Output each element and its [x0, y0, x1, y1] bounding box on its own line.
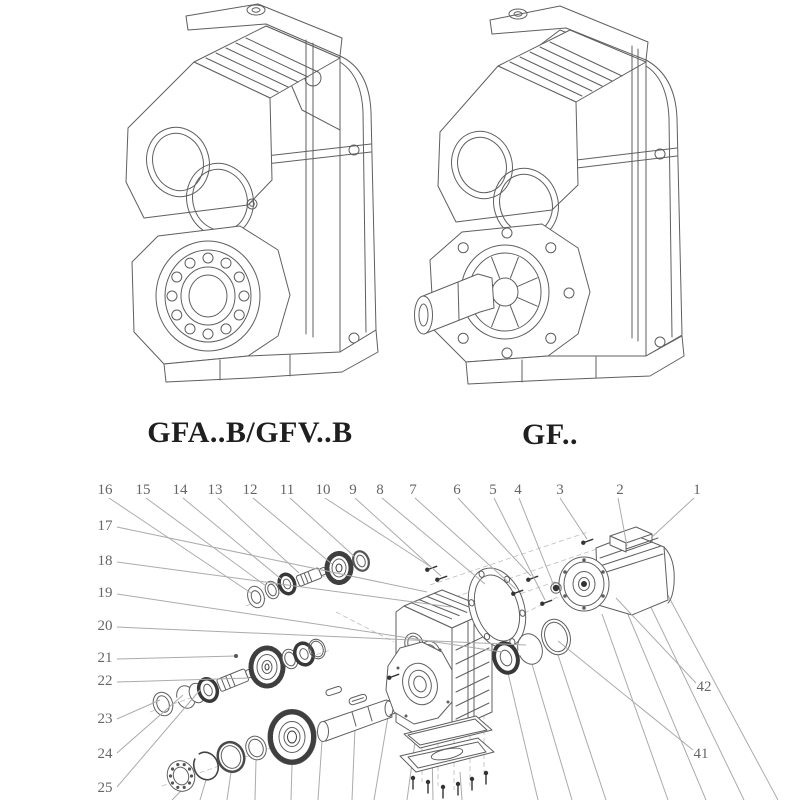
leader-line-13 — [218, 498, 299, 573]
cutoff-leader-7 — [352, 728, 355, 800]
part-number-41: 41 — [693, 746, 709, 762]
cutoff-leader-15 — [602, 614, 668, 800]
leader-line-11 — [290, 498, 355, 557]
exploded-parts-diagram — [80, 470, 800, 800]
cutoff-leader-11 — [460, 772, 462, 800]
cover-bolts — [411, 771, 488, 798]
leader-line-21 — [117, 656, 236, 659]
part-number-5: 5 — [489, 482, 497, 498]
leader-line-1 — [652, 498, 694, 537]
part-number-19: 19 — [97, 585, 113, 601]
cutoff-leader-18 — [664, 588, 778, 800]
leader-line-42 — [616, 598, 696, 683]
cutoff-leader-17 — [646, 597, 744, 800]
part-number-25: 25 — [97, 780, 113, 796]
leader-line-18 — [117, 562, 451, 607]
part-number-14: 14 — [172, 482, 188, 498]
motor-shaft-stub — [581, 581, 587, 587]
shaft-key — [325, 686, 342, 697]
cutoff-leader-4 — [255, 760, 256, 800]
pinion-shaft — [296, 565, 328, 586]
washer — [242, 733, 269, 762]
intermediate-shaft-assembly — [150, 637, 328, 719]
shaft-key — [348, 693, 367, 705]
gearbox-drawing-gf — [410, 0, 710, 400]
part-number-8: 8 — [376, 482, 384, 498]
leader-line-6 — [458, 498, 531, 576]
leader-line-24 — [117, 695, 183, 753]
leader-line-4 — [519, 498, 554, 586]
part-number-9: 9 — [349, 482, 357, 498]
body-right-side — [646, 60, 682, 356]
part-number-23: 23 — [97, 711, 113, 727]
part-number-15: 15 — [135, 482, 151, 498]
input-gear — [327, 554, 351, 583]
part-number-6: 6 — [453, 482, 461, 498]
cutoff-leader-12 — [508, 673, 538, 800]
gearbox-drawing-gfab-gfvb — [100, 0, 400, 400]
leader-arrow-21 — [234, 654, 238, 658]
part-number-21: 21 — [97, 650, 113, 666]
part-number-7: 7 — [409, 482, 417, 498]
part-number-22: 22 — [97, 673, 113, 689]
housing-output-flange — [386, 642, 452, 724]
part-number-11: 11 — [279, 482, 295, 498]
part-number-20: 20 — [97, 618, 113, 634]
part-number-2: 2 — [616, 482, 624, 498]
ball-bearing — [214, 738, 249, 775]
part-number-12: 12 — [242, 482, 258, 498]
end-cap — [245, 584, 268, 610]
leader-line-16 — [109, 498, 251, 593]
leader-line-23 — [117, 700, 160, 719]
leader-line-15 — [146, 498, 266, 586]
cutoff-leader-1 — [172, 791, 181, 800]
cutoff-leader-5 — [291, 764, 292, 800]
cutoff-leader-6 — [318, 741, 322, 800]
cutoff-leader-13 — [532, 664, 572, 800]
part-number-3: 3 — [556, 482, 564, 498]
cutoff-leader-2 — [200, 780, 206, 800]
part-number-4: 4 — [514, 482, 522, 498]
end-cap — [351, 549, 372, 573]
part-number-16: 16 — [97, 482, 113, 498]
part-number-42: 42 — [696, 679, 712, 695]
electric-motor — [559, 527, 674, 615]
part-number-24: 24 — [97, 746, 113, 762]
cutoff-leader-16 — [624, 605, 706, 800]
model-label-gfab-gfvb: GFA..B/GFV..B — [147, 416, 353, 449]
part-number-17: 17 — [97, 518, 113, 534]
model-label-gf: GF.. — [522, 418, 578, 451]
leader-line-41 — [558, 641, 693, 750]
part-number-18: 18 — [97, 553, 113, 569]
cutoff-leader-3 — [227, 772, 231, 800]
leader-line-3 — [560, 498, 587, 539]
part-number-13: 13 — [207, 482, 223, 498]
body-right-side — [340, 56, 376, 352]
part-number-1: 1 — [693, 482, 701, 498]
part-number-10: 10 — [315, 482, 331, 498]
leader-line-14 — [183, 498, 281, 579]
intermediate-gear — [251, 648, 283, 686]
leader-line-12 — [253, 498, 332, 564]
